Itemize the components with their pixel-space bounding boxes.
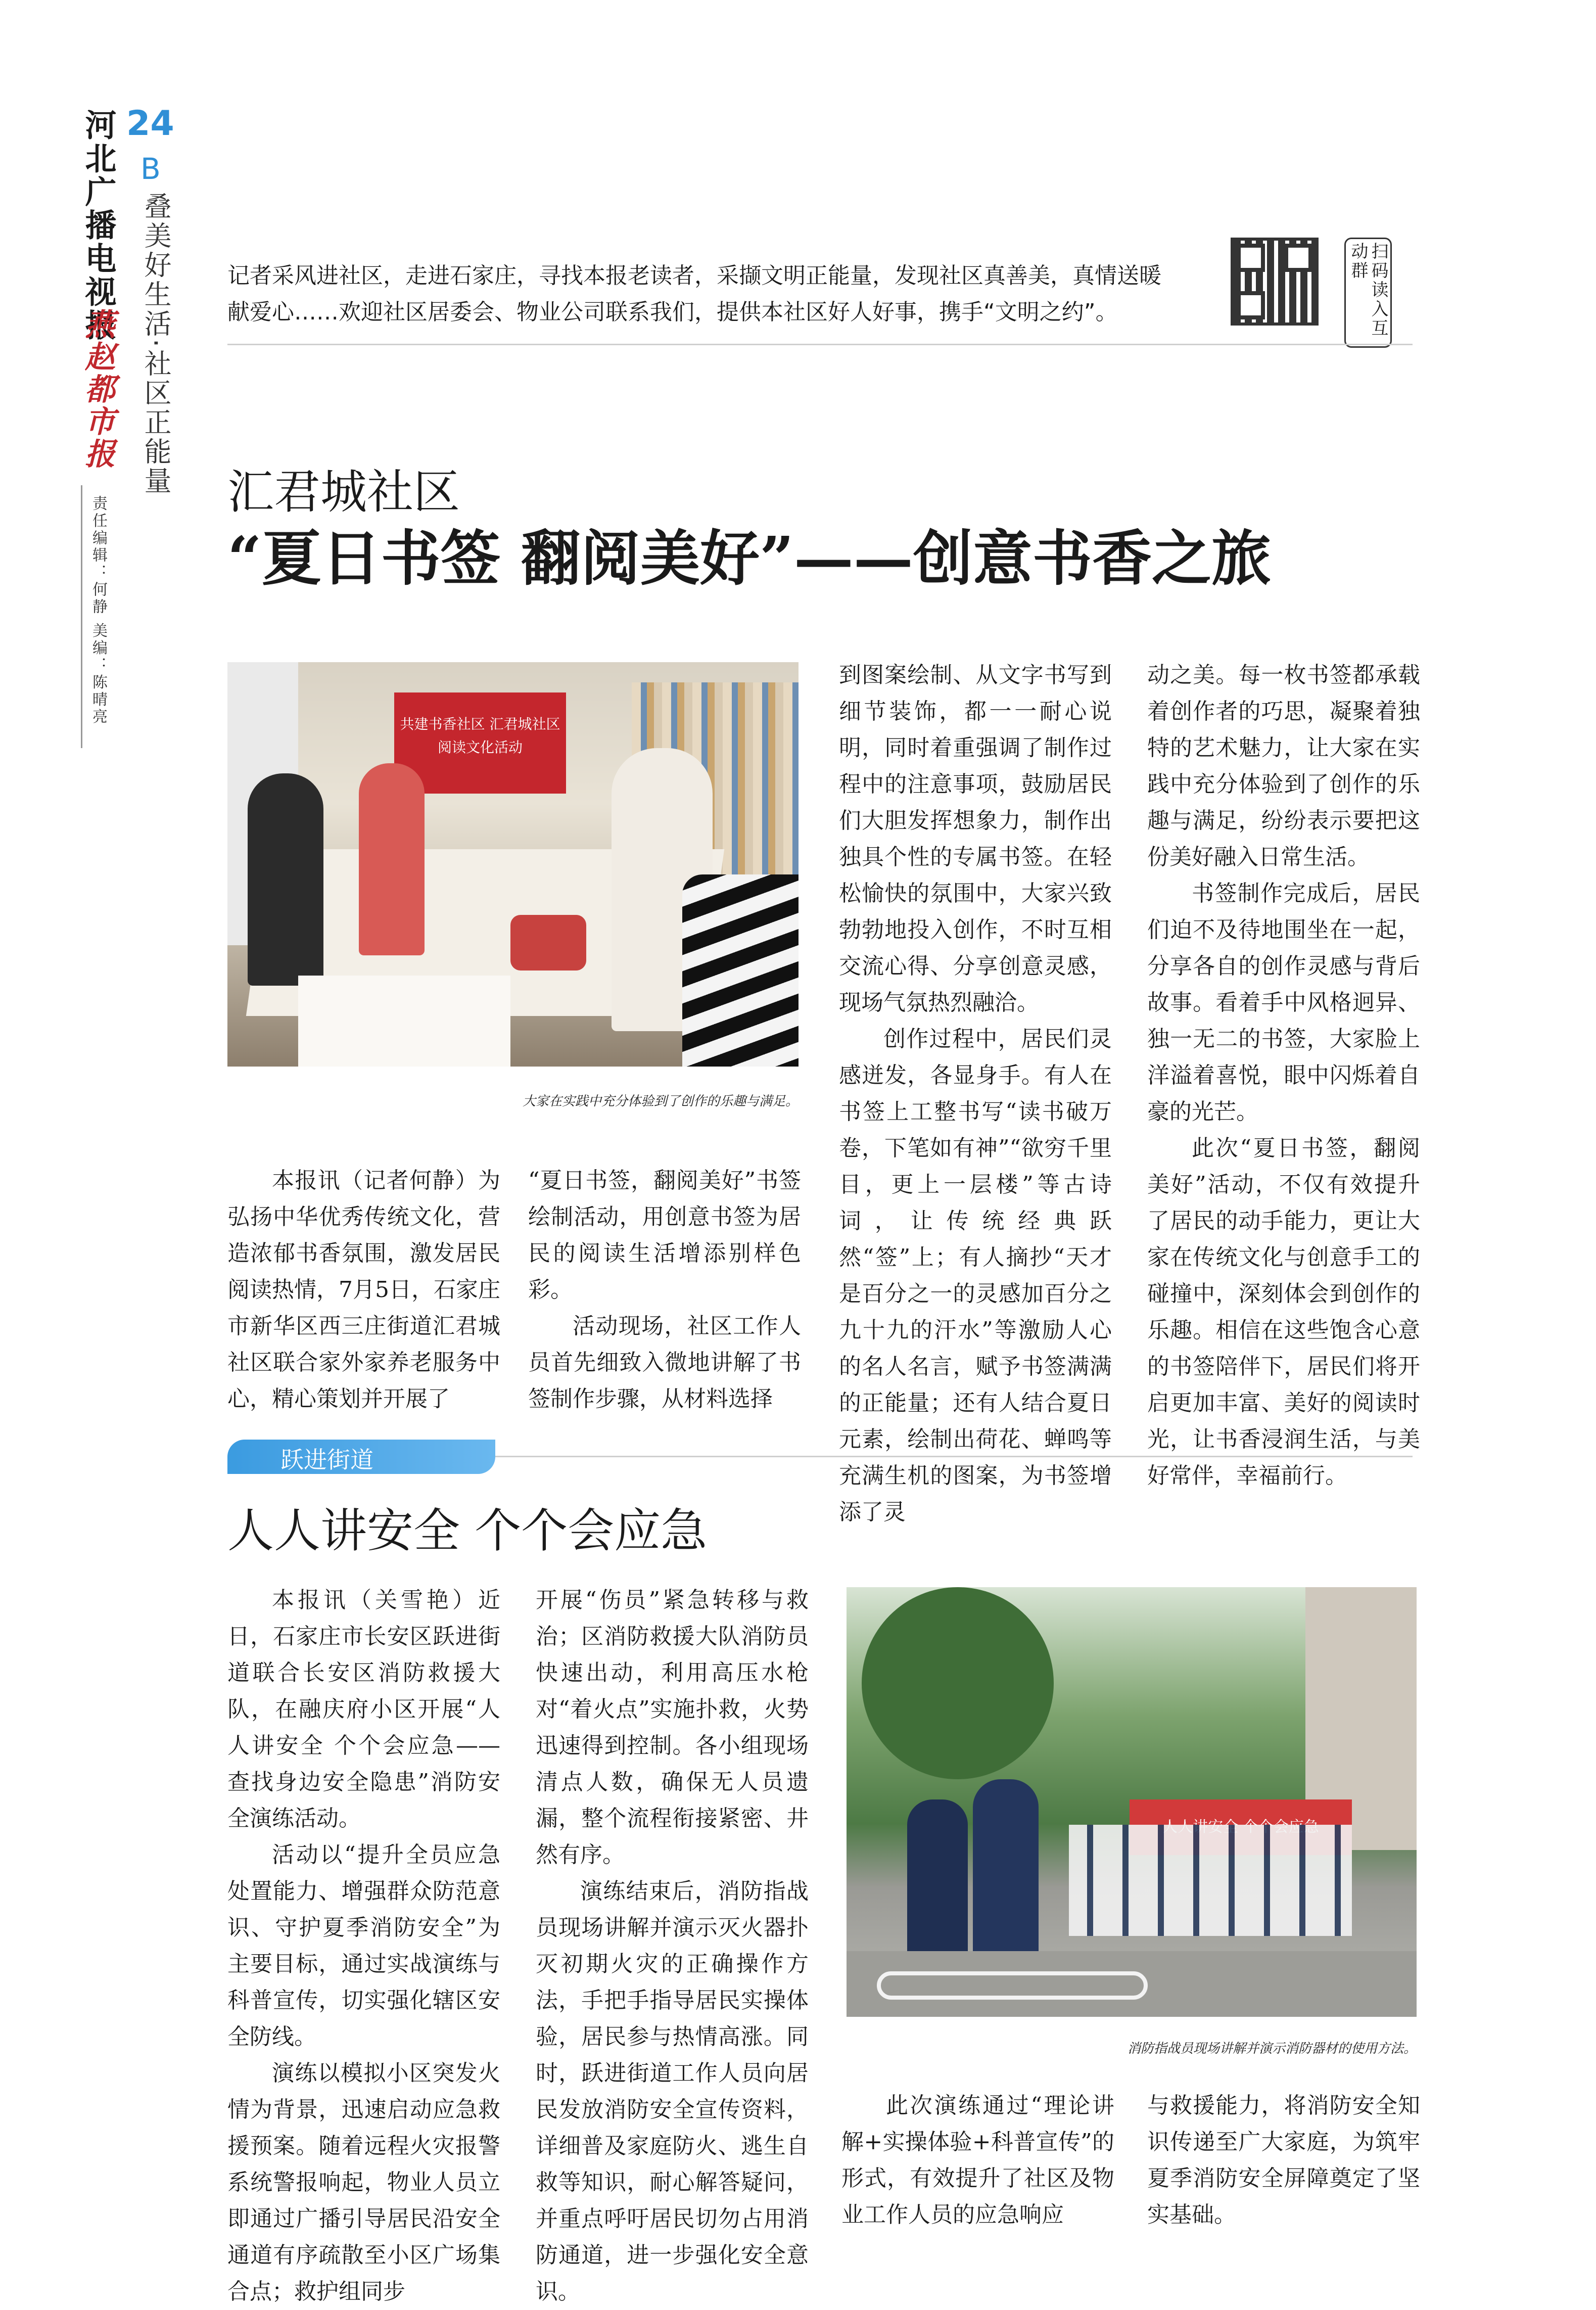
article1-col2: [528, 1163, 801, 1417]
article1-paragraph-3a: 到图案绘制、从文字书写到细节装饰，都一一耐心说明，同时着重强调了制作过程中的注意事项，鼓励居民们大胆发挥想象力，制作出独具个性的专属书签。在轻松愉快的氛围中，大家兴致勃勃地投入创作，不时互相交流心得、分享创意灵感，现场气氛热烈融洽。: [839, 662, 1112, 1015]
page-number: 24: [126, 104, 174, 144]
article2-headline: 人人讲安全 个个会应急: [227, 1504, 708, 1558]
section-title: 叠美好生活·社区正能量: [140, 192, 172, 496]
banner-text: 记者采风进社区，走进石家庄，寻找本报老读者，采撷文明正能量，发现社区真善美，真情送暖献爱心……欢迎社区居委会、物业公司联系我们，提供本社区好人好事，携手“文明之约”。: [227, 263, 1161, 325]
section-tag: 跃进街道: [280, 1446, 373, 1473]
activity-banner: 共建书香社区 汇君城社区阅读文化活动: [394, 692, 566, 794]
article1-paragraph-4c: 此次“夏日书签，翻阅美好”活动，不仅有效提升了居民的动手能力，更让大家在传统文化与创意手工的碰撞中，深刻体会到创作的乐趣。相信在这些饱含心意的书签陪伴下，居民们将开启更加丰富、美好的阅读时光，让书香浸润生活，与美好常伴，幸福前行。: [1147, 1135, 1420, 1489]
section-letter: B: [140, 152, 161, 186]
article1-paragraph-2a: “夏日书签，翻阅美好”书签绘制活动，用创意书签为居民的阅读生活增添别样色彩。: [528, 1168, 801, 1303]
qr-code[interactable]: [1231, 238, 1319, 326]
article1-paragraph-4a: 动之美。每一枚书签都承载着创作者的巧思，凝聚着独特的艺术魅力，让大家在实践中充分体验到了创作的乐趣与满足，纷纷表示要把这份美好融入日常生活。: [1147, 662, 1420, 870]
article2-paragraph-4a: 与救援能力，将消防安全知识传递至广大家庭，为筑牢夏季消防安全屏障奠定了坚实基础。: [1147, 2093, 1420, 2228]
editor-credit: 责任编辑：何静 美编：陈晴亮: [89, 495, 107, 726]
article1-lead-paragraph: 本报讯（记者何静）为弘扬中华优秀传统文化，营造浓郁书香氛围，激发居民阅读热情，7月5日，石家庄市新华区西三庄街道汇君城社区联合家外家养老服务中心，精心策划并开展了: [227, 1168, 500, 1412]
article2-paragraph-1c: 演练以模拟小区突发火情为背景，迅速启动应急救援预案。随着远程火灾报警系统警报响起，物业人员立即通过广播引导居民沿安全通道有序疏散至小区广场集合点；救护组同步: [227, 2060, 500, 2304]
article1-headline: “夏日书签 翻阅美好”——创意书香之旅: [227, 523, 1271, 593]
article2-col2: [536, 1582, 809, 2310]
article1-photo-caption: 大家在实践中充分体验到了创作的乐趣与满足。: [522, 1094, 799, 1109]
article2-paragraph-1b: 活动以“提升全员应急处置能力、增强群众防范意识、守护夏季消防安全”为主要目标，通过实战演练与科普宣传，切实强化辖区安全防线。: [227, 1842, 500, 2050]
paper-name: 河北广播电视报: [80, 109, 117, 342]
article2-photo-caption: 消防指战员现场讲解并演示消防器材的使用方法。: [1127, 2041, 1417, 2056]
article1-col3: [839, 657, 1112, 1531]
article2-paragraph-2a: 开展“伤员”紧急转移与救治；区消防救援大队消防员快速出动，利用高压水枪对“着火点”实施扑救，火势迅速得到控制。各小组现场清点人数，确保无人员遗漏，整个流程衔接紧密、井然有序。: [536, 1587, 809, 1868]
article2-col4: [1147, 2088, 1420, 2233]
article1-kicker: 汇君城社区: [227, 465, 460, 519]
article2-col1: [227, 1582, 500, 2310]
article2-top-rule: [495, 1456, 1413, 1457]
banner-divider: [227, 344, 1413, 345]
article2-paragraph-1a: 本报讯（关雪艳）近日，石家庄市长安区跃进街道联合长安区消防救援大队，在融庆府小区开展“人人讲安全 个个会应急——查找身边安全隐患”消防安全演练活动。: [227, 1587, 500, 1831]
article1-paragraph-3b: 创作过程中，居民们灵感迸发，各显身手。有人在书签上工整书写“读书破万卷，下笔如有神”“欲穷千里目，更上一层楼”等古诗词，让传统经典跃然“签”上；有人摘抄“天才是百分之一的灵感加百分之九十九的汗水”等激励人心的名人名言，赋予书签满满的正能量；还有人结合夏日元素，绘制出荷花、蝉鸣等充满生机的图案，为书签增添了灵: [839, 1026, 1112, 1525]
article1-paragraph-2b: 活动现场，社区工作人员首先细致入微地讲解了书签制作步骤，从材料选择: [528, 1313, 801, 1412]
article1-paragraph-4b: 书签制作完成后，居民们迫不及待地围坐在一起，分享各自的创作灵感与背后故事。看着手中风格迥异、独一无二的书签，大家脸上洋溢着喜悦，眼中闪烁着自豪的光芒。: [1147, 881, 1420, 1125]
paper-script-logo: 燕赵都市报: [80, 308, 115, 470]
article2-paragraph-3a: 此次演练通过“理论讲解+实操体验+科普宣传”的形式，有效提升了社区及物业工作人员的应急响应: [841, 2093, 1114, 2228]
article1-col4: [1147, 657, 1420, 1494]
fire-drill-photo: [847, 1587, 1417, 2017]
article1-col1: [227, 1163, 500, 1417]
masthead-divider: [81, 485, 82, 748]
article2-col3: [841, 2088, 1114, 2233]
bookmark-activity-photo: [227, 662, 799, 1067]
qr-label: 扫码读入互动群: [1344, 238, 1392, 348]
article2-paragraph-2b: 演练结束后，消防指战员现场讲解并演示灭火器扑灭初期火灾的正确操作方法，手把手指导居民实操体验，居民参与热情高涨。同时，跃进街道工作人员向居民发放消防安全宣传资料，详细普及家庭防火、逃生自救等知识，耐心解答疑问，并重点呼吁居民切勿占用消防通道，进一步强化安全意识。: [536, 1878, 809, 2304]
